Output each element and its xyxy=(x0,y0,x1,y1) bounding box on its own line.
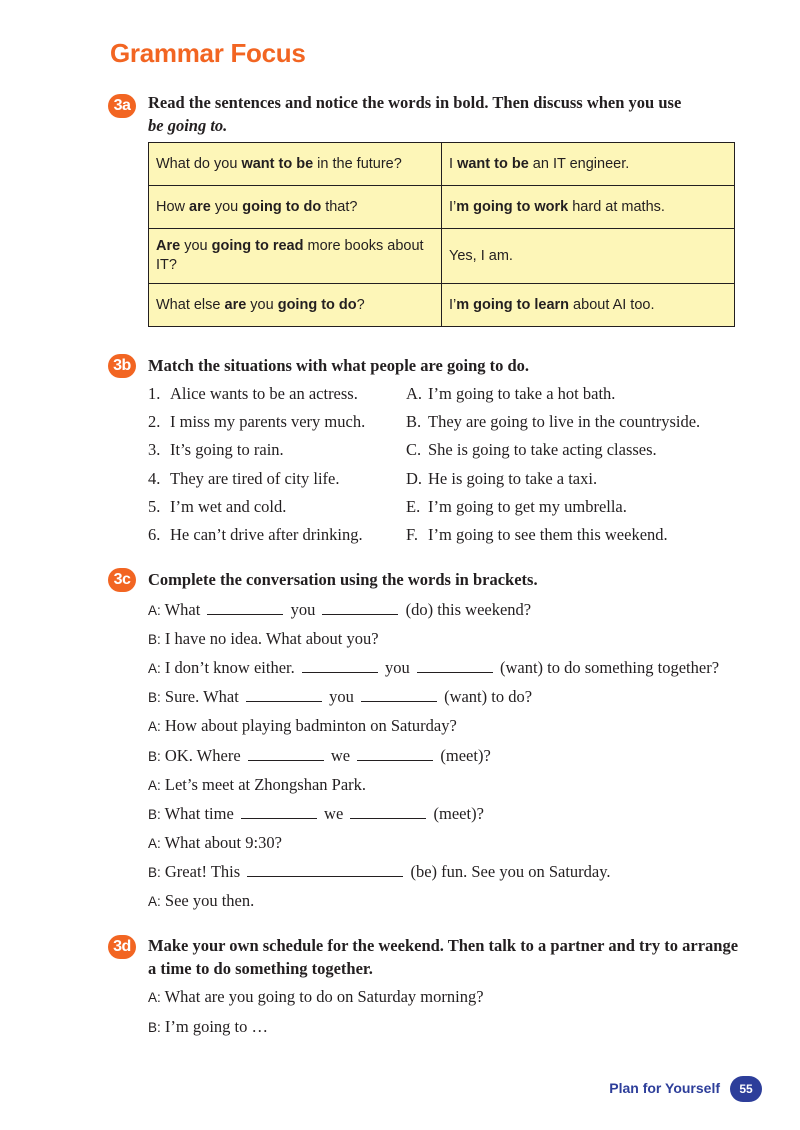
dialog-line xyxy=(148,686,532,709)
grammar-table-row xyxy=(149,186,735,229)
section-badge-3c: 3c xyxy=(108,568,136,592)
situation-item xyxy=(148,411,365,433)
speaker-label: A: xyxy=(148,719,161,735)
item-text: He is going to take a taxi. xyxy=(428,468,598,488)
section-badge-3b: 3b xyxy=(108,354,136,378)
bold-phrase: going to read xyxy=(211,238,304,254)
item-text: I’m going to see them this weekend. xyxy=(428,525,668,544)
answer-blank xyxy=(246,687,322,702)
answer-blank xyxy=(247,862,403,877)
item-text: I miss my parents very much. xyxy=(170,412,366,432)
bold-phrase: m going to learn xyxy=(456,296,570,313)
item-text: They are tired of city life. xyxy=(170,468,340,488)
action-item xyxy=(406,411,700,433)
bold-phrase: going to do xyxy=(277,296,357,313)
item-text: She is going to take acting classes. xyxy=(428,440,657,460)
item-marker: C. xyxy=(406,440,422,460)
item-marker: D. xyxy=(406,468,423,488)
item-marker: 1. xyxy=(148,384,161,403)
bold-phrase: going to do xyxy=(242,198,322,215)
text-segment: I’ xyxy=(449,296,457,313)
grammar-answer-cell xyxy=(442,186,735,229)
dialog-line xyxy=(148,628,379,651)
text-segment: more books about IT? xyxy=(156,238,424,273)
speaker-label: B: xyxy=(148,806,161,822)
page-title: Grammar Focus xyxy=(110,38,306,68)
bold-phrase: Are xyxy=(156,238,181,254)
item-marker: B. xyxy=(406,412,422,432)
grammar-table-row xyxy=(149,284,735,327)
instruction-3a-em: be going to. xyxy=(148,116,228,135)
dialog-line xyxy=(148,745,491,768)
text-segment: What else xyxy=(156,296,225,313)
item-text: I’m wet and cold. xyxy=(170,496,287,516)
text-segment: What do you xyxy=(156,155,242,172)
dialog-text: I have no idea. What about you? xyxy=(164,629,379,649)
item-marker: 4. xyxy=(148,468,161,488)
answer-blank xyxy=(302,658,378,673)
item-text: I’m going to get my umbrella. xyxy=(428,496,627,516)
speaker-label: B: xyxy=(148,864,161,880)
answer-blank xyxy=(241,804,317,819)
dialog-text: you xyxy=(384,658,410,678)
speaker-label: A: xyxy=(148,777,161,793)
item-marker: F. xyxy=(406,525,418,544)
item-marker: E. xyxy=(406,496,421,516)
section-badge-3a: 3a xyxy=(108,94,136,118)
answer-blank xyxy=(350,804,426,819)
dialog-text: OK. Where xyxy=(164,745,241,765)
text-segment: that? xyxy=(321,198,358,215)
dialog-line xyxy=(148,890,254,913)
grammar-question-cell xyxy=(149,143,442,186)
situation-item xyxy=(148,439,284,461)
grammar-table-row xyxy=(149,229,735,284)
bold-phrase: want to be xyxy=(241,155,314,172)
situation-item xyxy=(148,496,286,518)
item-marker: 2. xyxy=(148,412,161,432)
grammar-table-row xyxy=(149,143,735,186)
instruction-3b: Match the situations with what people are going to do. xyxy=(148,356,530,375)
item-text: He can’t drive after drinking. xyxy=(170,525,363,544)
dialog-text: How about playing badminton on Saturday? xyxy=(164,716,457,736)
instruction-3d: Make your own schedule for the weekend. Then talk to a partner and try to arrange a time to do something together. xyxy=(148,936,739,978)
dialog-line xyxy=(148,1016,268,1039)
text-segment: How xyxy=(156,198,190,215)
dialog-text: we xyxy=(324,803,344,823)
answer-blank xyxy=(357,746,433,761)
bold-phrase: are xyxy=(189,198,211,215)
dialog-text: we xyxy=(330,745,351,765)
item-marker: A. xyxy=(406,384,423,403)
dialog-text: (meet)? xyxy=(433,803,484,823)
dialog-text: I don’t know either. xyxy=(164,658,295,678)
dialog-line xyxy=(148,803,484,826)
dialog-text: What time xyxy=(164,803,234,823)
dialog-text: Sure. What xyxy=(164,687,239,707)
situation-item xyxy=(148,383,358,405)
text-segment: you xyxy=(180,238,212,254)
speaker-label: A: xyxy=(148,990,161,1005)
item-text: They are going to live in the countryside. xyxy=(428,412,701,432)
instruction-3c: Complete the conversation using the words in brackets. xyxy=(148,570,538,589)
dialog-text: Let’s meet at Zhongshan Park. xyxy=(164,774,367,794)
text-segment: ? xyxy=(356,296,365,313)
dialog-text: (meet)? xyxy=(440,745,491,765)
item-marker: 6. xyxy=(148,525,161,544)
situation-item xyxy=(148,468,340,490)
item-marker: 5. xyxy=(148,496,161,516)
answer-blank xyxy=(207,600,283,615)
dialog-text: What xyxy=(164,600,201,619)
dialog-text: (want) to do something together? xyxy=(499,658,720,678)
speaker-label: A: xyxy=(148,835,161,851)
text-segment: hard at maths. xyxy=(568,198,665,215)
action-item xyxy=(406,496,627,518)
speaker-label: B: xyxy=(148,632,161,648)
item-text: I’m going to take a hot bath. xyxy=(428,384,616,403)
answer-blank xyxy=(361,687,437,702)
dialog-text: you xyxy=(290,600,316,619)
speaker-label: B: xyxy=(148,1020,161,1035)
speaker-label: B: xyxy=(148,748,161,764)
bold-phrase: m going to work xyxy=(456,198,569,215)
dialog-line xyxy=(148,861,611,884)
grammar-question-cell xyxy=(149,284,442,327)
page-number: 55 xyxy=(730,1076,762,1102)
dialog-line xyxy=(148,832,282,855)
bold-phrase: are xyxy=(224,296,247,313)
action-item xyxy=(406,383,615,405)
text-segment: you xyxy=(210,198,243,215)
dialog-text: What are you going to do on Saturday morning? xyxy=(164,987,484,1006)
dialog-line xyxy=(148,715,457,738)
action-item xyxy=(406,439,657,461)
action-item xyxy=(406,468,597,490)
text-segment: in the future? xyxy=(313,155,402,172)
dialog-text: (want) to do? xyxy=(444,687,533,707)
instruction-3a-text: Read the sentences and notice the words in bold. Then discuss when you use xyxy=(148,93,682,112)
dialog-text: (be) fun. See you on Saturday. xyxy=(410,861,611,881)
text-segment: you xyxy=(246,296,278,313)
text-segment: I xyxy=(449,155,458,172)
bold-phrase: want to be xyxy=(457,155,529,172)
grammar-answer-cell xyxy=(442,284,735,327)
grammar-question-cell xyxy=(149,229,442,284)
section-badge-3d: 3d xyxy=(108,935,136,959)
dialog-text: Great! This xyxy=(164,861,241,881)
dialog-line xyxy=(148,986,484,1009)
instruction-3a xyxy=(148,91,748,137)
grammar-question-cell xyxy=(149,186,442,229)
grammar-answer-cell xyxy=(442,229,735,284)
item-text: It’s going to rain. xyxy=(170,440,284,460)
footer-title: Plan for Yourself xyxy=(609,1080,720,1096)
answer-blank xyxy=(248,746,324,761)
text-segment: about AI too. xyxy=(569,296,655,313)
dialog-line xyxy=(148,774,366,797)
speaker-label: A: xyxy=(148,603,161,618)
text-segment: Yes, I am. xyxy=(449,247,513,264)
dialog-line xyxy=(148,599,531,622)
grammar-answer-cell xyxy=(442,143,735,186)
dialog-text: you xyxy=(329,687,354,707)
speaker-label: A: xyxy=(148,661,161,677)
text-segment: I’ xyxy=(449,198,457,215)
dialog-text: What about 9:30? xyxy=(164,832,282,852)
answer-blank xyxy=(322,600,398,615)
grammar-table xyxy=(148,142,735,327)
action-item xyxy=(406,524,668,546)
dialog-text: I’m going to … xyxy=(164,1017,269,1036)
dialog-text: See you then. xyxy=(164,891,255,910)
answer-blank xyxy=(417,658,493,673)
dialog-line xyxy=(148,657,719,680)
item-marker: 3. xyxy=(148,440,161,460)
speaker-label: B: xyxy=(148,690,161,706)
dialog-text: (do) this weekend? xyxy=(405,600,532,619)
situation-item xyxy=(148,524,363,546)
speaker-label: A: xyxy=(148,894,161,909)
item-text: Alice wants to be an actress. xyxy=(170,384,358,403)
text-segment: an IT engineer. xyxy=(528,155,630,172)
